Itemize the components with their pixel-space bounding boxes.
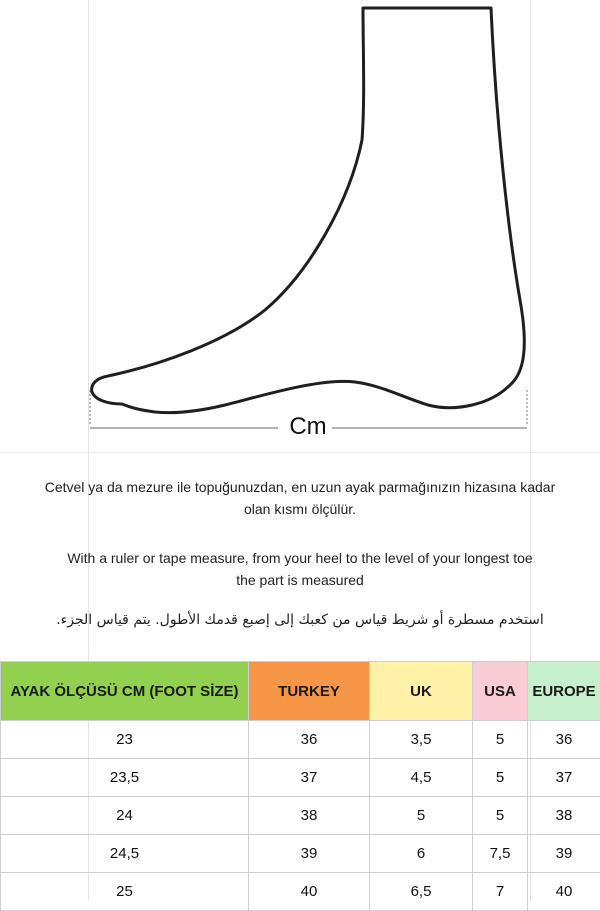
- cell-usa: 5: [473, 797, 528, 835]
- instruction-arabic: استخدم مسطرة أو شريط قياس من كعبك إلى إصبع قدمك الأطول. يتم قياس الجزء.: [0, 609, 600, 631]
- header-europe: EUROPE: [528, 662, 600, 721]
- foot-outline-icon: [0, 0, 600, 450]
- table-row: [1, 873, 600, 911]
- header-foot-size: AYAK ÖLÇÜSÜ CM (FOOT SİZE): [1, 662, 249, 721]
- cell-europe: 36: [528, 721, 600, 759]
- cell-foot-cm: 23: [1, 721, 249, 759]
- instruction-turkish: [0, 476, 600, 520]
- cell-turkey: 40: [249, 873, 370, 911]
- cell-usa: 7,5: [473, 835, 528, 873]
- cell-uk: 6: [370, 835, 473, 873]
- cell-foot-cm: 25: [1, 873, 249, 911]
- table-row: [1, 797, 600, 835]
- cell-usa: 7: [473, 873, 528, 911]
- cell-uk: 3,5: [370, 721, 473, 759]
- table-header-row: [1, 662, 600, 721]
- cell-europe: 39: [528, 835, 600, 873]
- cell-europe: 38: [528, 797, 600, 835]
- header-turkey: TURKEY: [249, 662, 370, 721]
- cell-usa: 5: [473, 759, 528, 797]
- cell-turkey: 38: [249, 797, 370, 835]
- cell-foot-cm: 24: [1, 797, 249, 835]
- table-row: [1, 835, 600, 873]
- instruction-line: Cetvel ya da mezure ile topuğunuzdan, en uzun ayak parmağınızın hizasına kadar: [0, 476, 600, 498]
- cell-turkey: 36: [249, 721, 370, 759]
- cell-foot-cm: 23,5: [1, 759, 249, 797]
- table-row: [1, 721, 600, 759]
- instruction-line: the part is measured: [0, 569, 600, 591]
- cell-uk: 4,5: [370, 759, 473, 797]
- instruction-line: With a ruler or tape measure, from your heel to the level of your longest toe: [0, 547, 600, 569]
- cell-usa: 5: [473, 721, 528, 759]
- instruction-line: olan kısmı ölçülür.: [0, 498, 600, 520]
- measure-label: Cm: [278, 413, 338, 441]
- header-uk: UK: [370, 662, 473, 721]
- cell-uk: 6,5: [370, 873, 473, 911]
- cell-uk: 5: [370, 797, 473, 835]
- header-usa: USA: [473, 662, 528, 721]
- sheet-gridline: [0, 452, 600, 453]
- cell-europe: 37: [528, 759, 600, 797]
- size-table: [0, 661, 600, 911]
- cell-foot-cm: 24,5: [1, 835, 249, 873]
- table-row: [1, 759, 600, 797]
- foot-outline: [92, 8, 525, 413]
- cell-turkey: 39: [249, 835, 370, 873]
- cell-turkey: 37: [249, 759, 370, 797]
- cell-europe: 40: [528, 873, 600, 911]
- instruction-english: [0, 547, 600, 591]
